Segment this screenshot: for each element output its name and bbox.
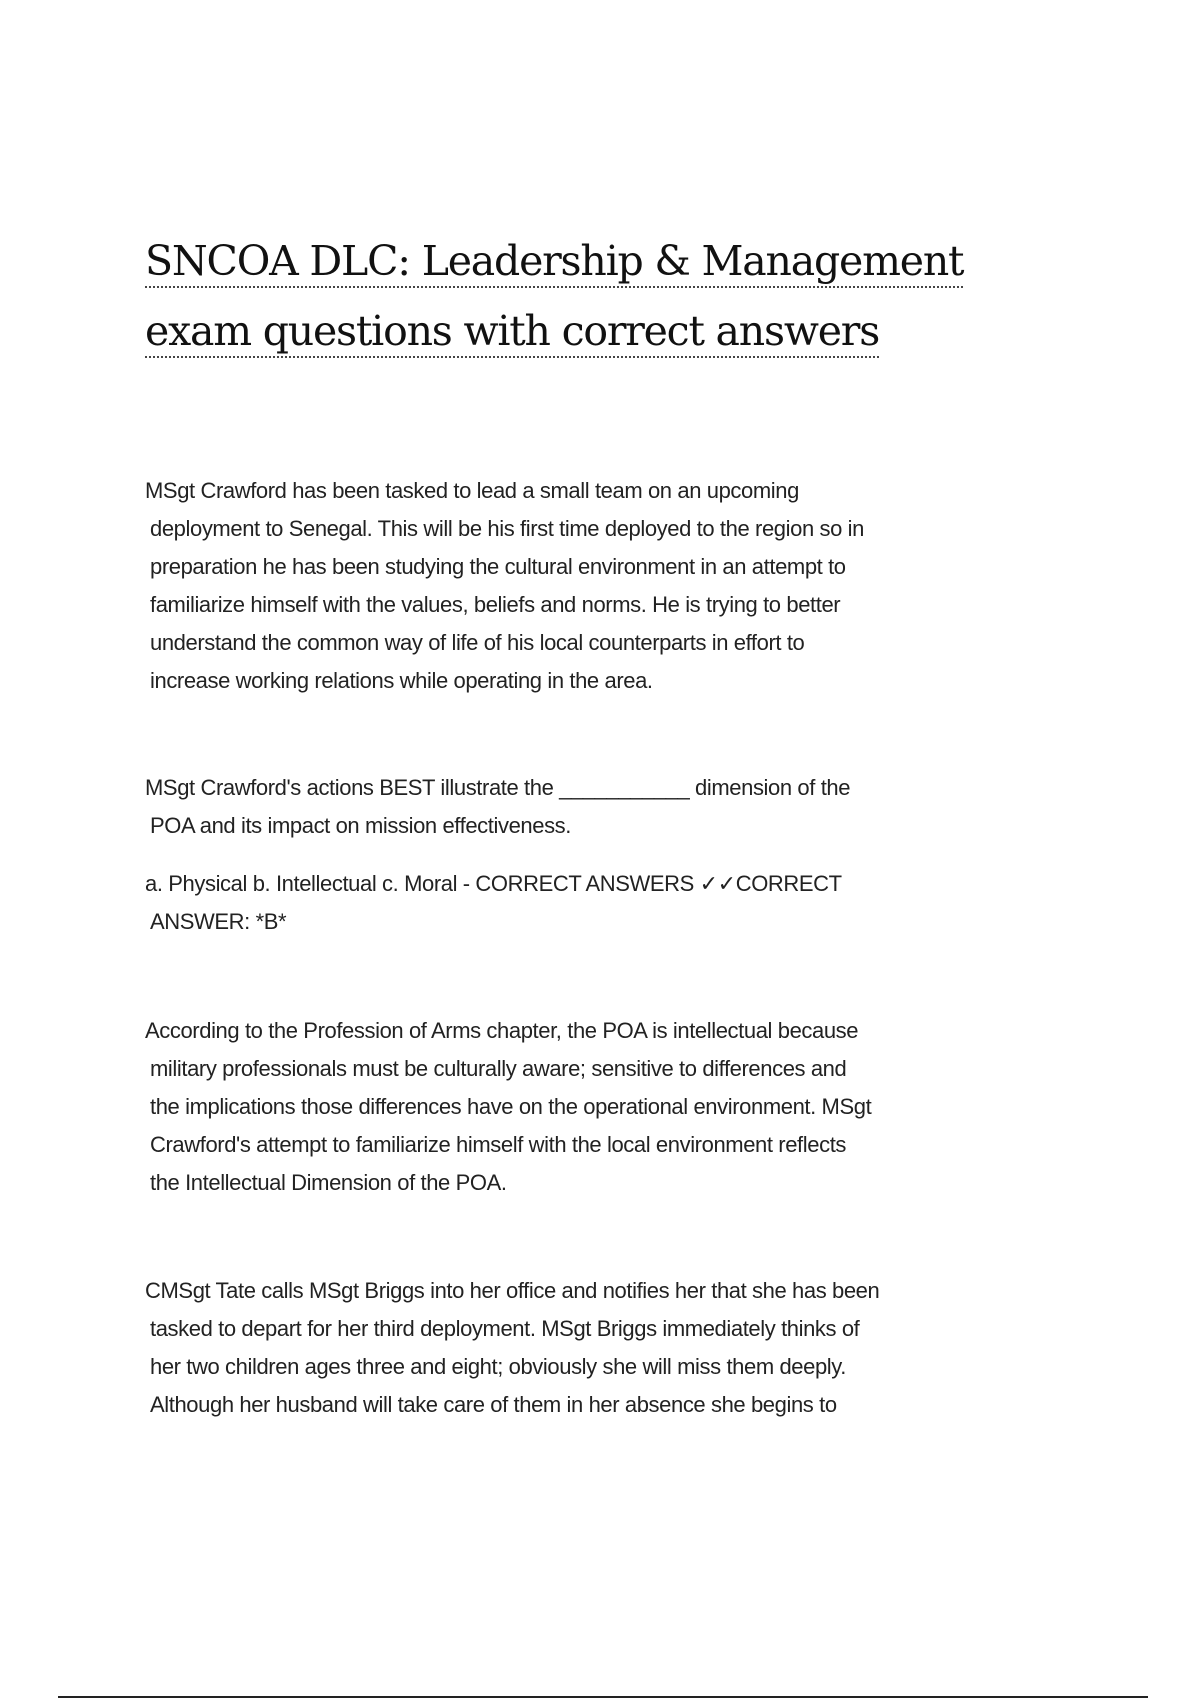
text-line: MSgt Crawford has been tasked to lead a small team on an upcoming bbox=[145, 478, 799, 503]
text-line: CMSgt Tate calls MSgt Briggs into her office and notifies her that she has been bbox=[145, 1278, 880, 1303]
page-bottom-divider bbox=[58, 1696, 1148, 1698]
text-line: her two children ages three and eight; obviously she will miss them deeply. bbox=[150, 1354, 846, 1379]
text-line: POA and its impact on mission effectiveness. bbox=[150, 813, 571, 838]
text-line: tasked to depart for her third deployment. MSgt Briggs immediately thinks of bbox=[150, 1316, 860, 1341]
scenario-paragraph-2 bbox=[145, 1272, 879, 1424]
text-line: According to the Profession of Arms chapter, the POA is intellectual because bbox=[145, 1018, 859, 1043]
scenario-paragraph bbox=[145, 472, 864, 700]
text-line: ANSWER: *B* bbox=[150, 909, 287, 934]
explanation-paragraph bbox=[145, 1012, 871, 1202]
text-line: MSgt Crawford's actions BEST illustrate the ___________ dimension of the bbox=[145, 775, 851, 800]
text-line: familiarize himself with the values, beliefs and norms. He is trying to better bbox=[150, 592, 841, 617]
text-line: a. Physical b. Intellectual c. Moral - CORRECT ANSWERS ✓✓CORRECT bbox=[145, 871, 842, 896]
title-line-1: SNCOA DLC: Leadership & Management bbox=[145, 238, 963, 288]
answer-options bbox=[145, 865, 842, 941]
text-line: Although her husband will take care of them in her absence she begins to bbox=[150, 1392, 837, 1417]
text-line: military professionals must be culturally aware; sensitive to differences and bbox=[150, 1056, 847, 1081]
text-line: the implications those differences have on the operational environment. MSgt bbox=[150, 1094, 872, 1119]
text-line: understand the common way of life of his local counterparts in effort to bbox=[150, 630, 805, 655]
question-paragraph bbox=[145, 769, 850, 845]
text-line: increase working relations while operating in the area. bbox=[150, 668, 653, 693]
text-line: deployment to Senegal. This will be his first time deployed to the region so in bbox=[150, 516, 864, 541]
title-line-2: exam questions with correct answers bbox=[145, 308, 879, 358]
text-line: Crawford's attempt to familiarize himself with the local environment reflects bbox=[150, 1132, 847, 1157]
text-line: the Intellectual Dimension of the POA. bbox=[150, 1170, 507, 1195]
text-line: preparation he has been studying the cultural environment in an attempt to bbox=[150, 554, 846, 579]
